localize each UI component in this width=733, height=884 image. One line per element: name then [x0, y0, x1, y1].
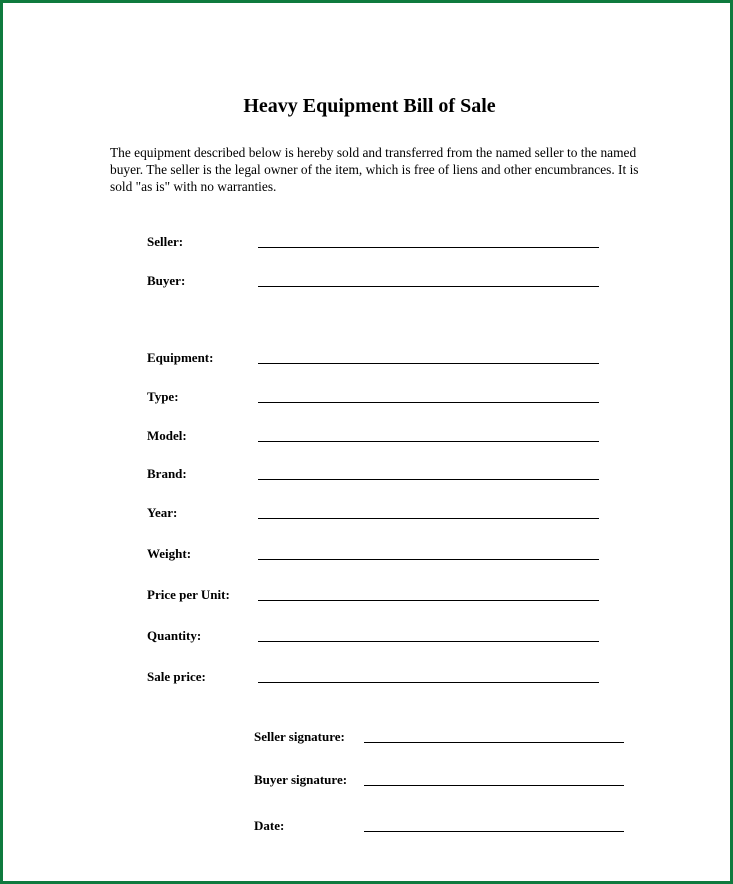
- buyer-signature-label: Buyer signature:: [254, 772, 348, 787]
- type-label: Type:: [147, 389, 179, 404]
- date-label: Date:: [254, 818, 285, 833]
- price-per-unit-label: Price per Unit:: [147, 587, 230, 602]
- seller-label: Seller:: [147, 234, 184, 249]
- date-field: [254, 818, 634, 838]
- model-label: Model:: [147, 428, 187, 443]
- model-field: [147, 428, 607, 448]
- sale-price-label: Sale price:: [147, 669, 206, 684]
- sale-price-input-line[interactable]: [258, 682, 599, 683]
- model-input-line[interactable]: [258, 441, 599, 442]
- brand-input-line[interactable]: [258, 479, 599, 480]
- page-title: Heavy Equipment Bill of Sale: [243, 95, 496, 117]
- buyer-signature-line[interactable]: [364, 785, 624, 786]
- intro-paragraph: The equipment described below is hereby sold and transferred from the named seller to the named buyer. The seller is the legal owner of the item, which is free of liens and other encumbrances. It is sold "as is" with no warranties.: [110, 145, 639, 194]
- buyer-signature-field: [254, 772, 634, 792]
- equipment-field: [147, 350, 607, 370]
- price-per-unit-field: [147, 587, 607, 607]
- price-per-unit-input-line[interactable]: [258, 600, 599, 601]
- equipment-label: Equipment:: [147, 350, 214, 365]
- seller-signature-label: Seller signature:: [254, 729, 345, 744]
- year-field: [147, 505, 607, 525]
- weight-input-line[interactable]: [258, 559, 599, 560]
- buyer-field: [147, 273, 607, 293]
- seller-input-line[interactable]: [258, 247, 599, 248]
- year-label: Year:: [147, 505, 178, 520]
- year-input-line[interactable]: [258, 518, 599, 519]
- date-input-line[interactable]: [364, 831, 624, 832]
- type-field: [147, 389, 607, 409]
- buyer-input-line[interactable]: [258, 286, 599, 287]
- quantity-field: [147, 628, 607, 648]
- brand-field: [147, 466, 607, 486]
- sale-price-field: [147, 669, 607, 689]
- quantity-label: Quantity:: [147, 628, 202, 643]
- seller-field: [147, 234, 607, 254]
- brand-label: Brand:: [147, 466, 187, 481]
- weight-field: [147, 546, 607, 566]
- seller-signature-line[interactable]: [364, 742, 624, 743]
- seller-signature-field: [254, 729, 634, 749]
- quantity-input-line[interactable]: [258, 641, 599, 642]
- type-input-line[interactable]: [258, 402, 599, 403]
- weight-label: Weight:: [147, 546, 192, 561]
- buyer-label: Buyer:: [147, 273, 186, 288]
- equipment-input-line[interactable]: [258, 363, 599, 364]
